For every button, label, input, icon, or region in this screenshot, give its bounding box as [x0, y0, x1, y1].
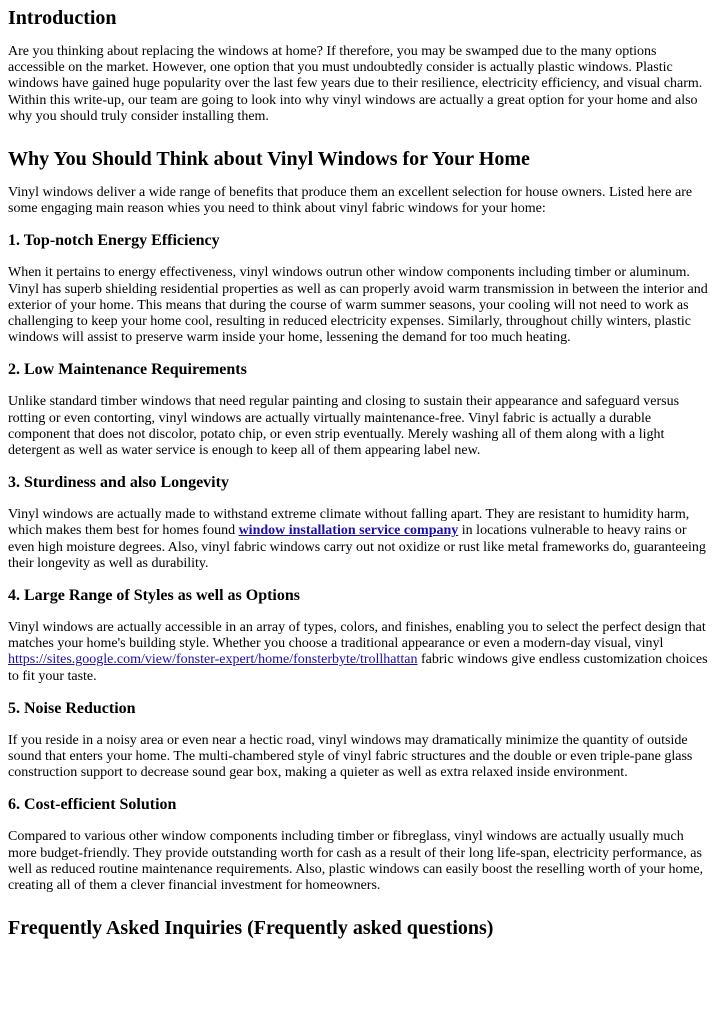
- why-heading: Why You Should Think about Vinyl Windows for Your Home: [8, 148, 530, 171]
- section-6-heading: 6. Cost-efficient Solution: [8, 796, 177, 814]
- section-3-text-before: Vinyl windows are actually made to withstand extreme climate without falling apart. They are resistant to humidity harm, which makes them best for homes found: [8, 507, 690, 539]
- section-4-text-after: fabric windows give endless customization choices to fit your taste.: [8, 652, 708, 684]
- section-1-paragraph: When it pertains to energy effectiveness, vinyl windows outrun other window components including timber or aluminum. Vinyl has superb shielding residential properties as well as can properly avoid warm transmission in between the interior and exterior of your home. This means that during the course of warm summer seasons, your cooling will not need to work as challenging to keep your home cool, resulting in reduced electricity expenses. Similarly, throughout chilly winters, plastic windows will assist to preserve warm inside your home, lessening the demand for too much heating.: [8, 265, 708, 346]
- section-2-heading: 2. Low Maintenance Requirements: [8, 361, 247, 379]
- intro-paragraph: Are you thinking about replacing the windows at home? If therefore, you may be swamped due to the many options accessible on the market. However, one option that you must undoubtedly consider is actually plastic windows. Plastic windows have gained huge popularity over the last few years due to their resilience, electricity efficiency, and visual charm. Within this write-up, our team are going to look into why vinyl windows are actually a great option for your home and also why you should truly consider installing them.: [8, 44, 703, 124]
- why-paragraph: Vinyl windows deliver a wide range of benefits that produce them an excellent selection for house owners. Listed here are some engaging main reason whies you need to think about vinyl fabric windows for your home:: [8, 185, 693, 217]
- sites-google-link[interactable]: https://sites.google.com/view/fonster-expert/home/fonsterbyte/trollhattan: [8, 652, 418, 668]
- section-4-text-before: Vinyl windows are actually accessible in an array of types, colors, and finishes, enabling you to select the perfect design that matches your home's building style. Whether you choose a traditional appearance or even a modern-day visual, vinyl: [8, 620, 706, 652]
- section-5-heading: 5. Noise Reduction: [8, 699, 136, 717]
- section-5-paragraph: If you reside in a noisy area or even near a hectic road, vinyl windows may dramatically minimize the quantity of outside sound that enters your home. The multi-chambered style of vinyl fabric structures and the double or even triple-pane glass construction support to decrease sound gear box, making a quieter as well as extra relaxed inside environment.: [8, 732, 693, 781]
- section-6-paragraph: Compared to various other window components including timber or fibreglass, vinyl windows are actually usually much more budget-friendly. They provide outstanding worth for cash as a result of their long life-span, electricity performance, as well as reduced routine maintenance requirements. Also, plastic windows can easily boost the reselling worth of your home, creating all of them a clever financial investment for homeowners.: [8, 829, 704, 894]
- section-4-heading: 4. Large Range of Styles as well as Options: [8, 587, 300, 605]
- section-2-paragraph: Unlike standard timber windows that need regular painting and closing to sustain their appearance and safeguard versus rotting or even contorting, vinyl windows are actually virtually maintenance-free. Vinyl fabric is actually a durable component that does not discolor, potato chip, or even strip eventually. Merely washing all of them along with a light detergent as well as water service is enough to keep all of them appearing label new.: [8, 394, 680, 459]
- window-installation-link[interactable]: window installation service company: [238, 523, 459, 539]
- faq-heading: Frequently Asked Inquiries (Frequently asked questions): [8, 917, 494, 940]
- section-4-paragraph: [8, 620, 712, 685]
- intro-heading: Introduction: [8, 7, 117, 29]
- section-3-heading: 3. Sturdiness and also Longevity: [8, 474, 229, 492]
- section-3-paragraph: [8, 507, 712, 572]
- section-3-text-after: in locations vulnerable to heavy rains or even high moisture degrees. Also, vinyl fabric windows carry out not oxidize or rust like metal frameworks do, guaranteeing their longevity as well as durability.: [8, 523, 706, 571]
- article: [0, 6, 720, 940]
- section-1-heading: 1. Top-notch Energy Efficiency: [8, 232, 220, 250]
